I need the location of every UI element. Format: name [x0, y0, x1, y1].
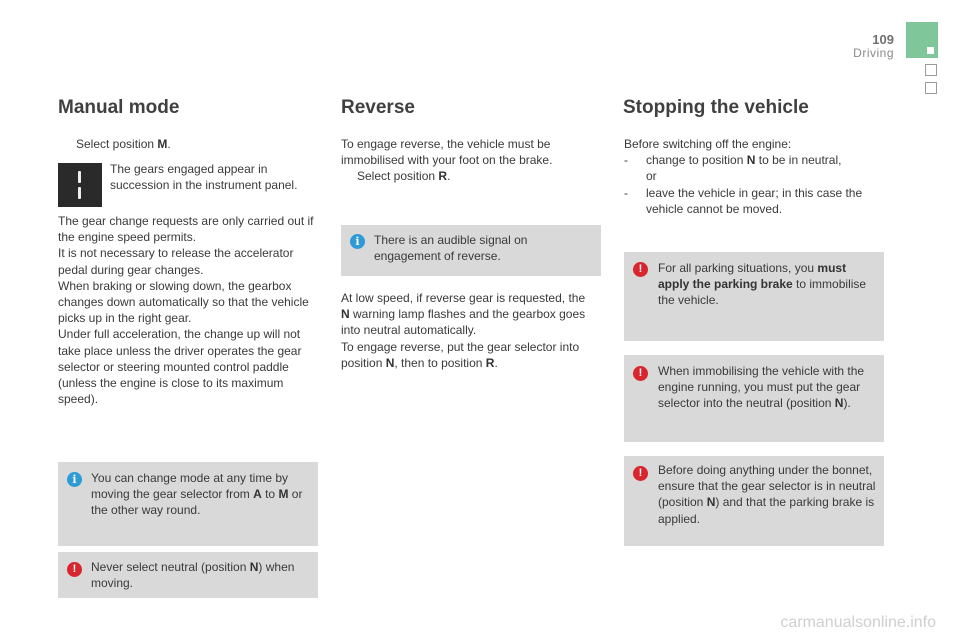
- tab-square-icon: [927, 47, 934, 54]
- info-icon: i: [350, 234, 365, 249]
- paragraph: Under full acceleration, the change up will not take place unless the driver operates the gear selector or steering mounted control paddle (unless the engine is close to its maximum speed).: [58, 327, 302, 407]
- warning-icon: !: [633, 262, 648, 277]
- stopping-title: Stopping the vehicle: [623, 97, 809, 118]
- reverse-details: [341, 290, 596, 371]
- paragraph: The gear change requests are only carried out if the engine speed permits.: [58, 214, 314, 245]
- nav-square-icon[interactable]: [925, 82, 937, 94]
- parking-brake-warning-box: [624, 252, 884, 341]
- warning-icon: !: [67, 562, 82, 577]
- warning-icon: !: [633, 366, 648, 381]
- reverse-title: Reverse: [341, 97, 415, 118]
- mode-change-info-box: [58, 462, 318, 546]
- watermark: carmanualsonline.info: [780, 614, 936, 631]
- neutral-warning-box: [58, 552, 318, 598]
- paragraph: It is not necessary to release the accelerator pedal during gear changes.: [58, 246, 294, 277]
- stopping-intro: Before switching off the engine: - change to position N to be in neutral, or - leave the vehicle in gear; in this case the vehicle cannot be moved.: [624, 137, 863, 216]
- neutral-immobilise-warning-box: [624, 355, 884, 442]
- nav-square-icon[interactable]: [925, 64, 937, 76]
- parking-brake-warning-text: For all parking situations, you must apply the parking brake to immobilise the vehicle.: [658, 261, 867, 308]
- section-tab[interactable]: [906, 22, 938, 58]
- manual-mode-title: Manual mode: [58, 97, 180, 118]
- reverse-intro: To engage reverse, the vehicle must be immobilised with your foot on the brake. Select position R.: [341, 137, 553, 184]
- page-number: 109: [872, 32, 894, 47]
- manual-select-line: Select position M.: [76, 137, 171, 151]
- paragraph: At low speed, if reverse gear is requested, the N warning lamp flashes and the gearbox goes into neutral automatically.: [341, 291, 586, 338]
- mode-change-info-text: You can change mode at any time by moving the gear selector from A to M or the other way round.: [91, 471, 303, 518]
- info-icon: i: [67, 472, 82, 487]
- neutral-immobilise-warning-text: When immobilising the vehicle with the engine running, you must put the gear selector into the neutral (position N).: [658, 364, 865, 411]
- section-name: Driving: [853, 46, 894, 60]
- reverse-info-text: There is an audible signal on engagement of reverse.: [374, 233, 528, 264]
- reverse-info-box: [341, 225, 601, 276]
- gears-engaged-text: The gears engaged appear in succession in the instrument panel.: [110, 162, 298, 193]
- manual-mode-paragraphs: [58, 213, 320, 407]
- bonnet-warning-text: Before doing anything under the bonnet, ensure that the gear selector is in neutral (position N) and that the parking brake is applied.: [658, 463, 876, 526]
- warning-icon: !: [633, 466, 648, 481]
- neutral-warning-text: Never select neutral (position N) when moving.: [91, 560, 295, 591]
- bonnet-warning-box: [624, 456, 884, 546]
- gear-display-icon: [58, 163, 102, 207]
- paragraph: When braking or slowing down, the gearbox changes down automatically so that the vehicle picks up in the right gear.: [58, 278, 309, 326]
- paragraph: To engage reverse, put the gear selector into position N, then to position R.: [341, 339, 580, 370]
